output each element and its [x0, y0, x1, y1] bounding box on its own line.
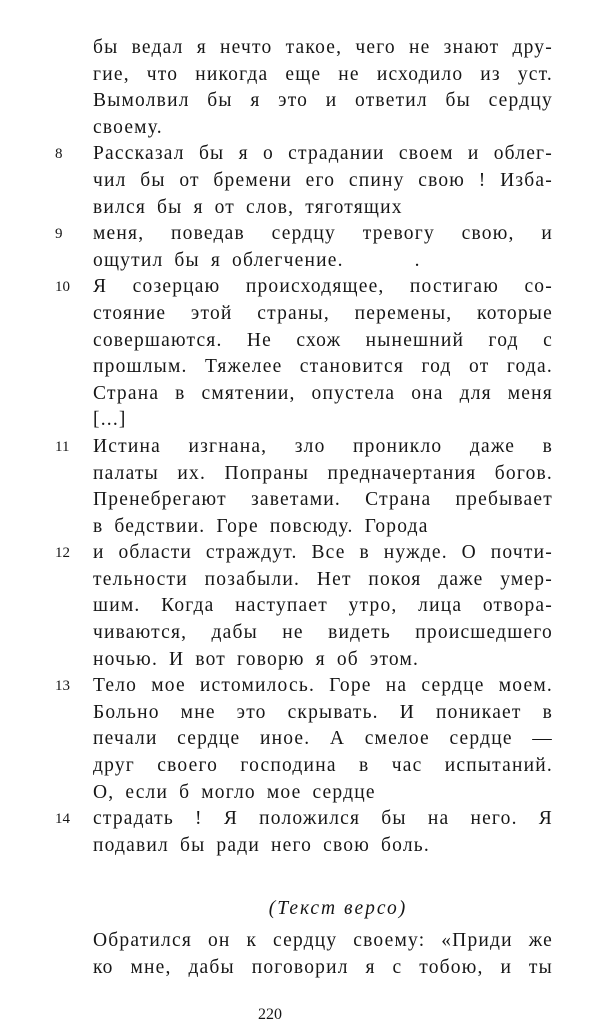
text-line — [55, 434, 553, 461]
word: Вымолвил — [93, 90, 190, 112]
word: бы — [207, 90, 233, 112]
text-line — [55, 806, 553, 833]
word: Я — [538, 808, 553, 830]
text-line — [93, 780, 553, 807]
text-line — [93, 115, 553, 142]
section-heading — [0, 898, 600, 920]
word: этой — [190, 302, 233, 324]
word: сердцу — [271, 223, 337, 245]
word: не — [409, 37, 431, 58]
text-line — [93, 833, 553, 860]
word: своем — [398, 143, 454, 165]
word: в — [542, 435, 553, 457]
page-number: 220 — [258, 1006, 282, 1023]
word: о — [262, 143, 274, 165]
word: А — [329, 728, 346, 750]
word: говорю — [237, 648, 305, 670]
word: меня — [507, 382, 553, 404]
word: в — [93, 515, 104, 537]
word: бремени — [213, 169, 292, 191]
word: он — [207, 930, 231, 951]
word: я — [365, 956, 376, 978]
word: умер- — [500, 568, 553, 590]
word: вот — [195, 648, 227, 670]
word: испытаний. — [444, 755, 553, 777]
word: совершаются. — [93, 329, 223, 351]
word: сердцу — [488, 90, 553, 112]
word: которые — [477, 302, 553, 324]
word: бы — [140, 169, 166, 191]
text-line — [93, 248, 553, 275]
word: . — [414, 249, 421, 271]
word: Города — [364, 515, 429, 537]
word: их. — [177, 462, 207, 484]
text-line — [93, 88, 553, 115]
word: тяготящих — [305, 196, 403, 218]
word: Попраны — [224, 462, 310, 484]
word: происшедшего — [415, 622, 553, 644]
word: боль. — [381, 834, 430, 856]
text-line — [93, 381, 553, 408]
word: печали — [93, 728, 158, 750]
word: уст. — [517, 63, 553, 85]
word: на — [427, 808, 450, 830]
word: Страна — [93, 382, 160, 404]
word: стояние — [93, 302, 167, 324]
word: свою — [323, 834, 370, 856]
text-line — [93, 35, 553, 62]
word: созерцаю — [132, 276, 221, 298]
word: такое, — [285, 37, 343, 58]
text-line — [93, 301, 553, 328]
text-line — [93, 354, 553, 381]
word: утро, — [348, 595, 398, 617]
word: дабы — [211, 622, 258, 644]
word: отвора- — [482, 595, 553, 617]
word: смелое — [364, 728, 430, 750]
word: в — [175, 382, 186, 404]
word: к — [246, 930, 258, 951]
word: я — [193, 196, 204, 218]
word: слов, — [246, 196, 295, 218]
word: сердце — [449, 728, 513, 750]
word: прошлым. — [93, 356, 188, 378]
word: б — [179, 781, 191, 803]
word: облег- — [493, 143, 553, 165]
word: никогда — [195, 63, 269, 85]
word: зло — [294, 435, 326, 457]
word: и — [467, 143, 480, 165]
word: поникает — [435, 701, 522, 723]
word: предначертания — [327, 462, 477, 484]
word: же — [528, 930, 553, 951]
word: поведав — [171, 223, 245, 245]
word: Тяжелее — [204, 356, 283, 378]
section-heading-text: (Текст версо) — [268, 898, 408, 919]
word: еще — [285, 63, 322, 85]
word: лица — [418, 595, 463, 617]
text-line — [55, 274, 553, 301]
word: облегчение. — [232, 249, 344, 271]
verse-number: 11 — [55, 438, 70, 455]
word: этом. — [369, 648, 420, 670]
word: я — [315, 648, 326, 670]
word: нужде. — [383, 542, 448, 564]
word: подавил — [93, 834, 169, 856]
word: И — [169, 648, 185, 670]
word: ощутил — [93, 249, 164, 271]
text-line — [93, 955, 553, 982]
word: ответил — [355, 90, 428, 112]
word: и — [500, 956, 513, 978]
text-line — [55, 673, 553, 700]
word: ради — [216, 834, 260, 856]
word: даже — [438, 568, 484, 590]
word: ты — [528, 956, 553, 978]
word: его — [305, 169, 336, 191]
word: дабы — [188, 956, 235, 978]
word: друг — [93, 755, 135, 777]
word: смятении, — [201, 382, 296, 404]
word: года. — [506, 356, 553, 378]
word: области — [118, 542, 193, 564]
text-line — [93, 168, 553, 195]
word: сердце — [312, 781, 376, 803]
word: с — [392, 956, 403, 978]
word: видеть — [328, 622, 391, 644]
word: Пренебрегают — [93, 489, 227, 511]
word: сердцу — [273, 930, 338, 951]
word: Обратился — [93, 930, 193, 951]
word: свою, — [461, 223, 515, 245]
text-line — [93, 647, 553, 674]
text-line — [93, 700, 553, 727]
word: бы — [445, 90, 471, 112]
word: — — [532, 728, 553, 750]
word: для — [459, 382, 492, 404]
word: бедствии. — [114, 515, 206, 537]
verse-number: 13 — [55, 678, 70, 695]
word: что — [146, 63, 179, 85]
word: ко — [93, 956, 114, 978]
word: я — [238, 143, 249, 165]
text-line — [93, 407, 553, 434]
word: него — [270, 834, 313, 856]
word: пребывает — [455, 489, 553, 511]
word: своему. — [93, 116, 163, 138]
word: страдать — [93, 808, 174, 830]
text-line — [55, 540, 553, 567]
text-line — [93, 195, 553, 222]
word: И — [399, 701, 415, 723]
verso-text-block — [93, 928, 553, 981]
word: от — [179, 169, 200, 191]
word: поговорил — [251, 956, 349, 978]
word: мне — [180, 701, 216, 723]
word: [...] — [93, 409, 127, 431]
word: проникло — [353, 435, 443, 457]
word: почти- — [490, 542, 553, 564]
word: в — [359, 542, 370, 564]
word: наступает — [235, 595, 328, 617]
word: страдании — [288, 143, 385, 165]
word: нынешний — [365, 329, 465, 351]
word: Горе — [329, 675, 372, 697]
word: моем. — [498, 675, 553, 697]
word: Изба- — [500, 169, 553, 191]
word: схож — [296, 329, 342, 351]
word: в — [358, 755, 370, 777]
word: даже — [469, 435, 516, 457]
word: мне, — [130, 956, 172, 978]
word: тельности — [93, 568, 188, 590]
word: Все — [311, 542, 346, 564]
word: своего — [157, 755, 219, 777]
word: меня, — [93, 223, 145, 245]
word: тобою, — [419, 956, 484, 978]
text-line — [93, 328, 553, 355]
word: в — [542, 701, 553, 723]
word: бы — [93, 37, 119, 58]
word: исходило — [376, 63, 464, 85]
word: становится — [299, 356, 405, 378]
word: тревогу — [362, 223, 435, 245]
text-line — [93, 461, 553, 488]
word: знают — [443, 37, 500, 58]
word: бы — [198, 143, 225, 165]
word: Я — [223, 808, 239, 830]
word: Не — [246, 329, 273, 351]
word: я — [250, 90, 261, 112]
word: Когда — [161, 595, 215, 617]
word: и — [325, 90, 338, 112]
word: со- — [524, 276, 553, 298]
word: Рассказал — [93, 143, 185, 165]
word: перемены, — [354, 302, 453, 324]
word: об — [336, 648, 359, 670]
word: иное. — [259, 728, 311, 750]
word: ! — [478, 169, 487, 191]
text-line — [55, 141, 553, 168]
word: опустела — [311, 382, 396, 404]
word: своему: — [353, 930, 426, 951]
word: чил — [93, 169, 127, 191]
word: положился — [259, 808, 361, 830]
word: это — [236, 701, 267, 723]
word: от — [469, 356, 490, 378]
word: ночью. — [93, 648, 159, 670]
word: богов. — [494, 462, 553, 484]
word: год — [421, 356, 452, 378]
word: могло — [201, 781, 256, 803]
word: ведал — [131, 37, 184, 58]
word: не — [282, 622, 304, 644]
word: «Приди — [441, 930, 513, 951]
word: Я — [93, 276, 108, 298]
word: год — [488, 329, 519, 351]
word: мое — [151, 675, 186, 697]
text-line — [93, 620, 553, 647]
text-line — [93, 567, 553, 594]
word: на — [385, 675, 408, 697]
verse-number: 10 — [55, 279, 70, 296]
word: я — [196, 37, 207, 58]
word: не — [338, 63, 360, 85]
word: страны, — [257, 302, 330, 324]
word: бы — [157, 196, 183, 218]
text-line — [93, 514, 553, 541]
text-line — [93, 928, 553, 955]
word: скрывать. — [287, 701, 379, 723]
verse-number: 14 — [55, 811, 70, 828]
word: него. — [470, 808, 518, 830]
word: Нет — [316, 568, 352, 590]
word: ! — [195, 808, 203, 830]
word: я — [210, 249, 222, 271]
word: сердце — [421, 675, 485, 697]
word: и — [541, 223, 553, 245]
word: она — [411, 382, 444, 404]
word: О — [461, 542, 477, 564]
word: Тело — [93, 675, 138, 697]
main-text-block — [55, 35, 553, 859]
text-line — [93, 487, 553, 514]
text-line — [55, 221, 553, 248]
word: бы — [381, 808, 407, 830]
word: господина — [240, 755, 337, 777]
word: Горе — [216, 515, 259, 537]
word: спину — [348, 169, 405, 191]
word: дру- — [512, 37, 553, 58]
text-line — [93, 593, 553, 620]
word: Истина — [93, 435, 161, 457]
verse-number: 12 — [55, 545, 70, 562]
word: с — [543, 329, 553, 351]
word: мое — [266, 781, 302, 803]
word: час — [391, 755, 423, 777]
word: Больно — [93, 701, 160, 723]
word: Страна — [365, 489, 432, 511]
word: истомилось. — [199, 675, 316, 697]
word: палаты — [93, 462, 159, 484]
word: заветами. — [250, 489, 341, 511]
word: постигаю — [409, 276, 500, 298]
word: изгнана, — [188, 435, 268, 457]
word: и — [93, 542, 105, 564]
word: свою — [418, 169, 466, 191]
word: из — [480, 63, 501, 85]
word: шим. — [93, 595, 141, 617]
word: покоя — [368, 568, 422, 590]
word: страждут. — [205, 542, 298, 564]
word: бы — [179, 834, 206, 856]
text-line — [93, 726, 553, 753]
word: гие, — [93, 63, 130, 85]
word: это — [278, 90, 309, 112]
word: от — [214, 196, 236, 218]
word: позабыли. — [204, 568, 301, 590]
verse-number: 9 — [55, 226, 63, 243]
text-line — [93, 62, 553, 89]
text-line — [93, 753, 553, 780]
word: вился — [93, 196, 146, 218]
verse-number: 8 — [55, 146, 63, 163]
word: повсюду. — [269, 515, 354, 537]
word: бы — [174, 249, 200, 271]
word: нечто — [220, 37, 273, 58]
word: происходящее, — [245, 276, 385, 298]
word: чего — [355, 37, 396, 58]
word: сердце — [177, 728, 241, 750]
word: чиваются, — [93, 622, 188, 644]
word: О, — [93, 781, 115, 803]
word: если — [125, 781, 169, 803]
